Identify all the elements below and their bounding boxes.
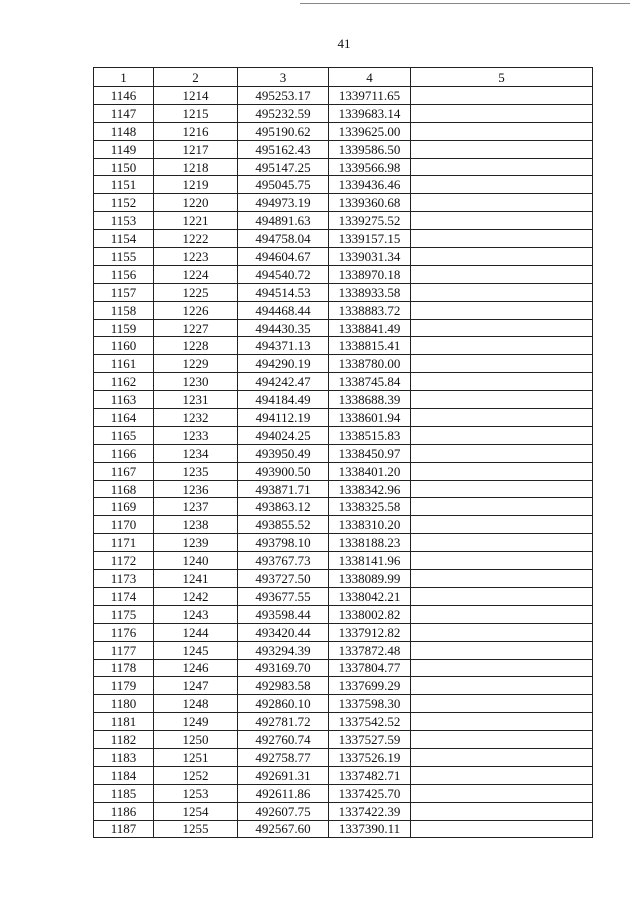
table-cell: 1153 xyxy=(94,212,154,230)
table-cell: 493871.71 xyxy=(238,480,329,498)
table-cell: 1338601.94 xyxy=(329,409,411,427)
table-cell: 1337872.48 xyxy=(329,641,411,659)
table-cell: 492760.74 xyxy=(238,731,329,749)
table-row xyxy=(94,534,593,552)
table-cell xyxy=(411,570,593,588)
table-cell xyxy=(411,212,593,230)
table-cell: 494604.67 xyxy=(238,248,329,266)
table-cell xyxy=(411,355,593,373)
table-cell xyxy=(411,122,593,140)
table-cell: 1161 xyxy=(94,355,154,373)
table-cell: 1173 xyxy=(94,570,154,588)
table-cell xyxy=(411,748,593,766)
table-cell: 1147 xyxy=(94,104,154,122)
table-cell xyxy=(411,426,593,444)
table-cell xyxy=(411,301,593,319)
table-row xyxy=(94,301,593,319)
table-cell: 1174 xyxy=(94,587,154,605)
table-cell: 492691.31 xyxy=(238,766,329,784)
table-cell: 1249 xyxy=(154,713,238,731)
table-cell: 1214 xyxy=(154,87,238,105)
table-cell: 494758.04 xyxy=(238,230,329,248)
table-cell: 1338970.18 xyxy=(329,265,411,283)
table-row xyxy=(94,426,593,444)
table-cell: 1338401.20 xyxy=(329,462,411,480)
coordinates-table xyxy=(93,67,593,838)
table-row xyxy=(94,784,593,802)
table-row xyxy=(94,802,593,820)
table-cell: 1337422.39 xyxy=(329,802,411,820)
table-cell: 1339586.50 xyxy=(329,140,411,158)
table-cell: 495162.43 xyxy=(238,140,329,158)
table-cell: 1338780.00 xyxy=(329,355,411,373)
header-cell: 5 xyxy=(411,68,593,87)
table-cell: 1184 xyxy=(94,766,154,784)
table-cell xyxy=(411,641,593,659)
table-cell: 1236 xyxy=(154,480,238,498)
table-cell: 1247 xyxy=(154,677,238,695)
table-cell: 1179 xyxy=(94,677,154,695)
table-cell: 1217 xyxy=(154,140,238,158)
table-cell: 493727.50 xyxy=(238,570,329,588)
table-row xyxy=(94,355,593,373)
table-cell: 1163 xyxy=(94,391,154,409)
table-cell: 494891.63 xyxy=(238,212,329,230)
table-row xyxy=(94,104,593,122)
table-cell: 1230 xyxy=(154,373,238,391)
table-cell: 1338450.97 xyxy=(329,444,411,462)
table-row xyxy=(94,498,593,516)
table-cell: 1159 xyxy=(94,319,154,337)
table-cell: 1152 xyxy=(94,194,154,212)
table-cell: 493855.52 xyxy=(238,516,329,534)
table-row xyxy=(94,587,593,605)
table-row xyxy=(94,766,593,784)
table-cell: 1232 xyxy=(154,409,238,427)
table-cell xyxy=(411,516,593,534)
table-cell xyxy=(411,534,593,552)
table-cell: 1219 xyxy=(154,176,238,194)
table-cell: 493420.44 xyxy=(238,623,329,641)
table-cell: 1156 xyxy=(94,265,154,283)
table-cell: 1338688.39 xyxy=(329,391,411,409)
table-row xyxy=(94,677,593,695)
table-cell: 492781.72 xyxy=(238,713,329,731)
table-cell: 1337699.29 xyxy=(329,677,411,695)
table-cell: 1243 xyxy=(154,605,238,623)
table-cell xyxy=(411,283,593,301)
table-cell: 1240 xyxy=(154,552,238,570)
table-cell: 1229 xyxy=(154,355,238,373)
table-cell: 1146 xyxy=(94,87,154,105)
table-cell: 494112.19 xyxy=(238,409,329,427)
table-cell xyxy=(411,265,593,283)
table-cell xyxy=(411,462,593,480)
table-cell: 1339436.46 xyxy=(329,176,411,194)
table-cell: 1222 xyxy=(154,230,238,248)
table-row xyxy=(94,623,593,641)
table-row xyxy=(94,391,593,409)
table-cell: 1220 xyxy=(154,194,238,212)
table-cell: 1171 xyxy=(94,534,154,552)
table-cell: 1339566.98 xyxy=(329,158,411,176)
table-cell: 492860.10 xyxy=(238,695,329,713)
table-row xyxy=(94,820,593,838)
table-cell: 1338515.83 xyxy=(329,426,411,444)
table-cell: 1339683.14 xyxy=(329,104,411,122)
table-cell: 1339031.34 xyxy=(329,248,411,266)
table-cell: 494540.72 xyxy=(238,265,329,283)
table-cell xyxy=(411,373,593,391)
table-cell: 1176 xyxy=(94,623,154,641)
table-cell: 1175 xyxy=(94,605,154,623)
table-cell: 1231 xyxy=(154,391,238,409)
table-cell: 1248 xyxy=(154,695,238,713)
table-cell xyxy=(411,820,593,838)
table-cell: 1338841.49 xyxy=(329,319,411,337)
table-cell: 1167 xyxy=(94,462,154,480)
table-cell: 1251 xyxy=(154,748,238,766)
table-cell: 1252 xyxy=(154,766,238,784)
table-cell: 1255 xyxy=(154,820,238,838)
table-cell: 1338042.21 xyxy=(329,587,411,605)
table-cell: 494242.47 xyxy=(238,373,329,391)
table-cell: 495147.25 xyxy=(238,158,329,176)
table-cell xyxy=(411,194,593,212)
table-cell: 1223 xyxy=(154,248,238,266)
table-cell: 1154 xyxy=(94,230,154,248)
table-row xyxy=(94,659,593,677)
table-cell: 1338883.72 xyxy=(329,301,411,319)
table-cell: 1338933.58 xyxy=(329,283,411,301)
table-cell: 1149 xyxy=(94,140,154,158)
table-cell: 1160 xyxy=(94,337,154,355)
table-row xyxy=(94,194,593,212)
table-cell xyxy=(411,87,593,105)
table-cell: 1237 xyxy=(154,498,238,516)
table-row xyxy=(94,641,593,659)
table-row xyxy=(94,140,593,158)
table-cell: 1186 xyxy=(94,802,154,820)
table-cell: 1338002.82 xyxy=(329,605,411,623)
table-cell: 1241 xyxy=(154,570,238,588)
table-cell: 495253.17 xyxy=(238,87,329,105)
header-cell: 3 xyxy=(238,68,329,87)
table-row xyxy=(94,409,593,427)
table-cell xyxy=(411,480,593,498)
table-cell: 1221 xyxy=(154,212,238,230)
table-cell: 494184.49 xyxy=(238,391,329,409)
table-cell: 1337527.59 xyxy=(329,731,411,749)
table-cell: 1166 xyxy=(94,444,154,462)
table-cell: 1234 xyxy=(154,444,238,462)
table-cell: 1187 xyxy=(94,820,154,838)
table-row xyxy=(94,748,593,766)
table-cell: 1216 xyxy=(154,122,238,140)
table-cell: 1246 xyxy=(154,659,238,677)
table-cell xyxy=(411,659,593,677)
table-cell xyxy=(411,409,593,427)
table-cell xyxy=(411,587,593,605)
table-cell xyxy=(411,766,593,784)
table-cell: 1228 xyxy=(154,337,238,355)
table-cell: 1168 xyxy=(94,480,154,498)
table-cell: 1338325.58 xyxy=(329,498,411,516)
table-cell: 1224 xyxy=(154,265,238,283)
table-cell: 1338141.96 xyxy=(329,552,411,570)
table-row xyxy=(94,713,593,731)
table-cell: 1337912.82 xyxy=(329,623,411,641)
table-cell: 1239 xyxy=(154,534,238,552)
table-cell xyxy=(411,337,593,355)
table-cell: 493294.39 xyxy=(238,641,329,659)
table-row xyxy=(94,212,593,230)
table-cell: 1338745.84 xyxy=(329,373,411,391)
table-cell xyxy=(411,319,593,337)
table-cell: 1227 xyxy=(154,319,238,337)
table-cell: 1181 xyxy=(94,713,154,731)
table-row xyxy=(94,87,593,105)
table-cell xyxy=(411,248,593,266)
table-row xyxy=(94,444,593,462)
table-cell: 1337526.19 xyxy=(329,748,411,766)
table-row xyxy=(94,605,593,623)
table-cell: 1254 xyxy=(154,802,238,820)
table-cell: 493798.10 xyxy=(238,534,329,552)
table-cell: 1158 xyxy=(94,301,154,319)
table-cell: 495190.62 xyxy=(238,122,329,140)
table-cell xyxy=(411,802,593,820)
table-cell: 1337598.30 xyxy=(329,695,411,713)
table-row xyxy=(94,248,593,266)
table-cell: 1245 xyxy=(154,641,238,659)
table-cell: 1218 xyxy=(154,158,238,176)
table-cell xyxy=(411,552,593,570)
table-cell: 1177 xyxy=(94,641,154,659)
table-cell: 1225 xyxy=(154,283,238,301)
table-row xyxy=(94,552,593,570)
table-cell: 1338815.41 xyxy=(329,337,411,355)
table-cell: 1338342.96 xyxy=(329,480,411,498)
table-cell: 493900.50 xyxy=(238,462,329,480)
table-cell: 1226 xyxy=(154,301,238,319)
table-cell xyxy=(411,176,593,194)
table-cell: 1235 xyxy=(154,462,238,480)
table-cell: 494514.53 xyxy=(238,283,329,301)
table-cell: 1337542.52 xyxy=(329,713,411,731)
table-row xyxy=(94,516,593,534)
table-cell: 1151 xyxy=(94,176,154,194)
table-cell xyxy=(411,605,593,623)
table-cell: 1339275.52 xyxy=(329,212,411,230)
header-cell: 4 xyxy=(329,68,411,87)
table-cell: 1185 xyxy=(94,784,154,802)
table-cell: 1238 xyxy=(154,516,238,534)
table-cell: 1250 xyxy=(154,731,238,749)
table-row xyxy=(94,176,593,194)
top-rule xyxy=(300,3,630,4)
header-cell: 1 xyxy=(94,68,154,87)
table-cell: 495232.59 xyxy=(238,104,329,122)
table-cell: 492607.75 xyxy=(238,802,329,820)
table-cell: 1242 xyxy=(154,587,238,605)
table-cell: 1150 xyxy=(94,158,154,176)
table-cell: 492567.60 xyxy=(238,820,329,838)
table-cell: 1337425.70 xyxy=(329,784,411,802)
page-number: 41 xyxy=(337,36,351,51)
table-cell: 1157 xyxy=(94,283,154,301)
header-cell: 2 xyxy=(154,68,238,87)
table-cell: 492611.86 xyxy=(238,784,329,802)
table-cell: 1164 xyxy=(94,409,154,427)
table-cell: 495045.75 xyxy=(238,176,329,194)
table-row xyxy=(94,731,593,749)
table-cell: 494973.19 xyxy=(238,194,329,212)
table-cell: 1165 xyxy=(94,426,154,444)
table-cell: 1178 xyxy=(94,659,154,677)
table-cell: 1169 xyxy=(94,498,154,516)
table-cell xyxy=(411,140,593,158)
table-cell: 493950.49 xyxy=(238,444,329,462)
table-cell xyxy=(411,230,593,248)
table-cell: 493677.55 xyxy=(238,587,329,605)
table-cell xyxy=(411,104,593,122)
table-cell: 1339360.68 xyxy=(329,194,411,212)
table-cell: 1339157.15 xyxy=(329,230,411,248)
table-cell: 494290.19 xyxy=(238,355,329,373)
table-cell: 492983.58 xyxy=(238,677,329,695)
table-cell: 1338310.20 xyxy=(329,516,411,534)
table-cell: 1339711.65 xyxy=(329,87,411,105)
table-cell xyxy=(411,158,593,176)
table-cell xyxy=(411,677,593,695)
table-cell: 493767.73 xyxy=(238,552,329,570)
table-cell xyxy=(411,498,593,516)
table-cell: 1338089.99 xyxy=(329,570,411,588)
table-cell xyxy=(411,695,593,713)
table-cell xyxy=(411,731,593,749)
table-cell: 493169.70 xyxy=(238,659,329,677)
table-cell: 1183 xyxy=(94,748,154,766)
table-cell: 1148 xyxy=(94,122,154,140)
table-cell xyxy=(411,784,593,802)
table-row xyxy=(94,265,593,283)
table-cell xyxy=(411,444,593,462)
table-cell: 1162 xyxy=(94,373,154,391)
header-row xyxy=(94,68,593,87)
table-cell: 492758.77 xyxy=(238,748,329,766)
table-cell: 1253 xyxy=(154,784,238,802)
table-cell: 1337482.71 xyxy=(329,766,411,784)
table-cell: 1244 xyxy=(154,623,238,641)
table-row xyxy=(94,230,593,248)
table-row xyxy=(94,695,593,713)
table-row xyxy=(94,462,593,480)
table-row xyxy=(94,283,593,301)
table-body xyxy=(94,87,593,838)
table-row xyxy=(94,122,593,140)
table-row xyxy=(94,373,593,391)
table-cell: 1170 xyxy=(94,516,154,534)
table-cell xyxy=(411,623,593,641)
table-row xyxy=(94,319,593,337)
table-cell: 1180 xyxy=(94,695,154,713)
table-row xyxy=(94,480,593,498)
table-row xyxy=(94,570,593,588)
table-cell: 1338188.23 xyxy=(329,534,411,552)
table-cell xyxy=(411,391,593,409)
table-cell: 494024.25 xyxy=(238,426,329,444)
table-cell: 1339625.00 xyxy=(329,122,411,140)
table-cell: 1182 xyxy=(94,731,154,749)
table-cell: 1337804.77 xyxy=(329,659,411,677)
table-row xyxy=(94,337,593,355)
table-cell: 493598.44 xyxy=(238,605,329,623)
table-cell: 1155 xyxy=(94,248,154,266)
table-row xyxy=(94,158,593,176)
table-cell: 494468.44 xyxy=(238,301,329,319)
table-cell: 494430.35 xyxy=(238,319,329,337)
table-cell: 1233 xyxy=(154,426,238,444)
table-cell: 494371.13 xyxy=(238,337,329,355)
table-cell: 1337390.11 xyxy=(329,820,411,838)
table-cell: 1172 xyxy=(94,552,154,570)
table-cell xyxy=(411,713,593,731)
table-cell: 493863.12 xyxy=(238,498,329,516)
table-cell: 1215 xyxy=(154,104,238,122)
